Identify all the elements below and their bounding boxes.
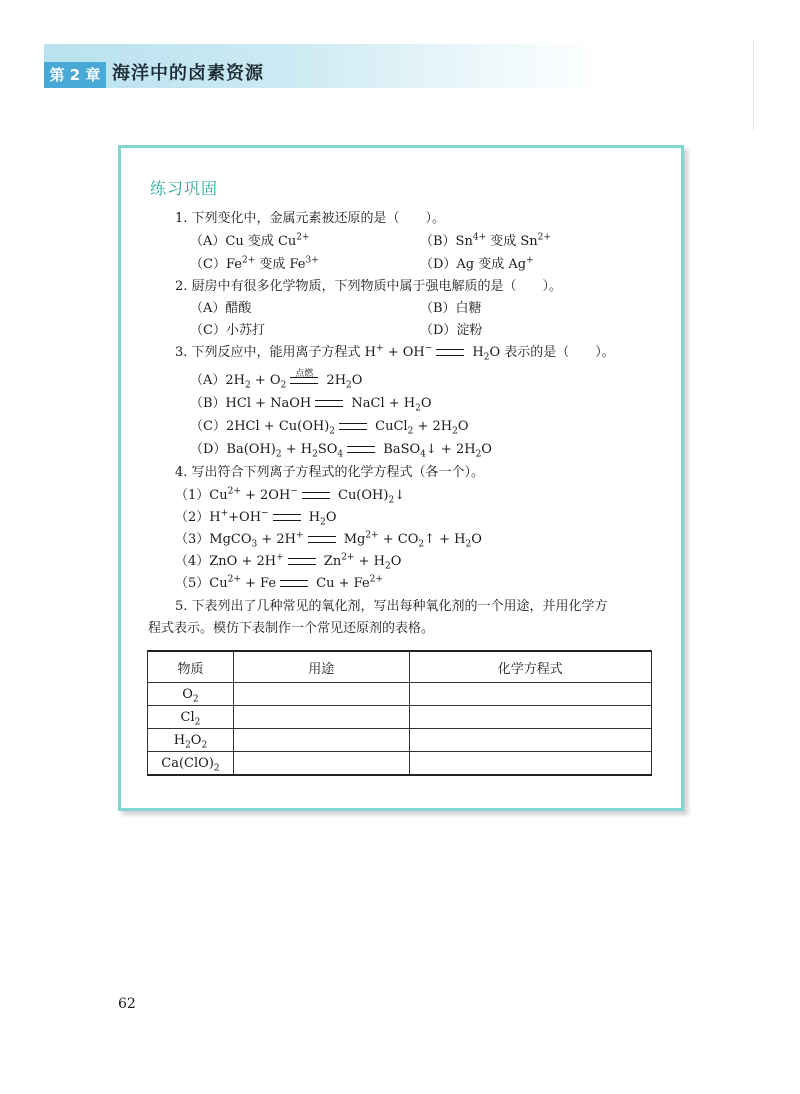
q1-option-a: （A）Cu 变成 $Cu^{2+}$ <box>190 232 310 249</box>
table-cell-substance: $Cl_2$ <box>148 706 234 729</box>
q3-option-a: $(A)2H_2 + O_2$ 点燃 $2H_2O$ <box>190 372 362 390</box>
q1-stem: 1. 下列变化中，金属元素被还原的是（ ）。 <box>175 211 446 226</box>
q5-line-2: 程式表示。模仿下表制作一个常见还原剂的表格。 <box>148 621 435 636</box>
exercise-title: 练习巩固 <box>150 179 219 198</box>
q1-option-d: （D）Ag 变成 Ag+ <box>420 255 534 272</box>
q2-option-a: （A）醋酸 <box>190 301 252 316</box>
table-cell-substance: $O_2$ <box>148 683 234 706</box>
table-cell-equation[interactable] <box>409 752 651 776</box>
q3-stem: 3. 下列反应中，能用离子方程式 H+ + OH− $H_2O$ 表示的是（ ）。 <box>175 343 615 363</box>
table-header-use: 用途 <box>233 651 409 683</box>
table-cell-use[interactable] <box>233 706 409 729</box>
q4-item-3: （3）MgCO$_3$ + 2H+ $Mg^{2+}$ + $CO_2↑ + H_2O$ <box>175 530 482 550</box>
q4-item-5: $(5)Cu^{2+} + Fe$ $Cu + Fe^{2+}$ <box>175 574 383 591</box>
table-header-row <box>148 651 652 683</box>
q1-option-b: $(B)Sn^{4+}$ 变成 $Sn^{2+}$ <box>420 232 551 249</box>
table-row <box>148 729 652 752</box>
q2-option-d: （D）淀粉 <box>420 323 483 338</box>
oxidant-table <box>147 650 652 776</box>
q4-item-1: $(1)Cu^{2+} + 2OH^-$ $Cu(OH)_2↓$ <box>175 486 406 506</box>
q1-option-c: $(C)Fe^{2+}$ 变成 $Fe^{3+}$ <box>190 255 319 272</box>
table-cell-equation[interactable] <box>409 729 651 752</box>
page-number: 62 <box>118 996 136 1012</box>
q3-option-b: （B）HCl + NaOH NaCl + $H_2O$ <box>190 396 432 414</box>
table-header-equation: 化学方程式 <box>409 651 651 683</box>
table-cell-equation[interactable] <box>409 683 651 706</box>
table-row <box>148 752 652 776</box>
page-edge-divider <box>753 40 754 130</box>
table-header-substance: 物质 <box>148 651 234 683</box>
table-cell-equation[interactable] <box>409 706 651 729</box>
chapter-label: 第 2 章 <box>44 62 106 88</box>
reaction-condition: 点燃 <box>295 369 314 379</box>
q5-line-1: 5. 下表列出了几种常见的氧化剂，写出每种氧化剂的一个用途，并用化学方 <box>175 599 608 614</box>
chapter-title: 海洋中的卤素资源 <box>112 63 264 84</box>
table-cell-substance: $H_2O_2$ <box>148 729 234 752</box>
table-cell-use[interactable] <box>233 752 409 776</box>
q4-stem: 4. 写出符合下列离子方程式的化学方程式（各一个）。 <box>175 465 485 480</box>
q2-option-b: （B）白糖 <box>420 301 482 316</box>
table-cell-use[interactable] <box>233 729 409 752</box>
q4-item-4: （4）ZnO + 2H+ $Zn^{2+} + H_2O$ <box>175 552 402 572</box>
table-row <box>148 706 652 729</box>
table-cell-use[interactable] <box>233 683 409 706</box>
q2-option-c: （C）小苏打 <box>190 323 265 338</box>
table-cell-substance: $Ca(ClO)_2$ <box>148 752 234 776</box>
q3-option-c: $(C)2HCl + Cu(OH)_2$ CuCl$_2$ + $2H_2O$ <box>190 419 469 437</box>
q3-option-d: $(D)Ba(OH)_2 + H_2SO_4$ BaSO$_4$↓ + $2H_2O$ <box>190 442 492 460</box>
table-row <box>148 683 652 706</box>
q2-stem: 2. 厨房中有很多化学物质，下列物质中属于强电解质的是（ ）。 <box>175 279 563 294</box>
q4-item-2: （2）H++OH− $H_2O$ <box>175 508 337 528</box>
